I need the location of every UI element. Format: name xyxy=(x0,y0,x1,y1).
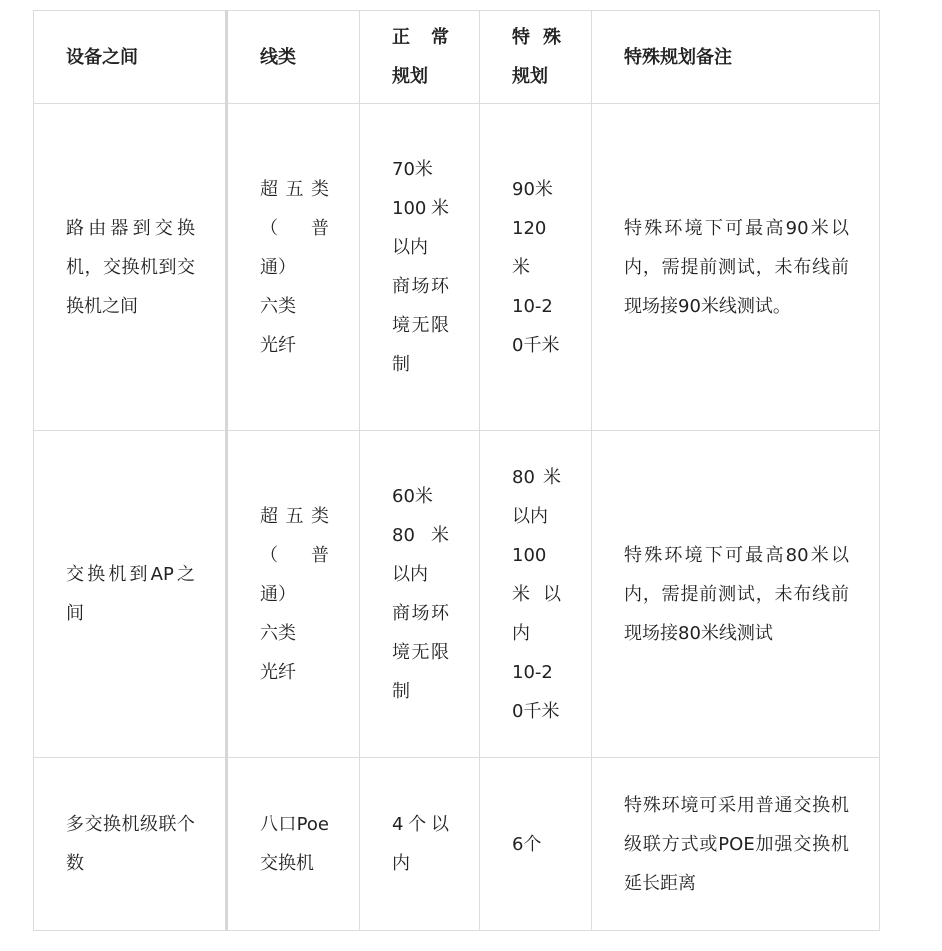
header-cell: 设备之间 xyxy=(34,11,227,104)
table-cell: 70米 100米以内 商场环境无限制 xyxy=(360,104,480,431)
table-cell: 80米以内 100米以内 10-20千米 xyxy=(480,431,592,758)
table-row xyxy=(34,104,880,431)
wiring-spec-table xyxy=(33,10,880,931)
table-cell: 多交换机级联个数 xyxy=(34,758,227,931)
table-cell: 4个以内 xyxy=(360,758,480,931)
header-cell: 特 殊规划 xyxy=(480,11,592,104)
table-cell: 路由器到交换机，交换机到交换机之间 xyxy=(34,104,227,431)
table-cell: 特殊环境下可最高80米以内，需提前测试，未布线前现场接80米线测试 xyxy=(592,431,880,758)
header-cell: 正 常规划 xyxy=(360,11,480,104)
table-cell: 6个 xyxy=(480,758,592,931)
table-row xyxy=(34,758,880,931)
table-cell: 60米 80米以内 商场环境无限制 xyxy=(360,431,480,758)
table-header-row xyxy=(34,11,880,104)
table-cell: 特殊环境可采用普通交换机级联方式或POE加强交换机延长距离 xyxy=(592,758,880,931)
table-cell: 特殊环境下可最高90米以内，需提前测试，未布线前现场接90米线测试。 xyxy=(592,104,880,431)
header-cell: 特殊规划备注 xyxy=(592,11,880,104)
table-cell: 超五类（ 普通） 六类 光纤 xyxy=(227,104,360,431)
table-cell: 八口Poe交换机 xyxy=(227,758,360,931)
table-cell: 90米 120米 10-20千米 xyxy=(480,104,592,431)
table-cell: 交换机到AP之间 xyxy=(34,431,227,758)
table-row xyxy=(34,431,880,758)
header-cell: 线类 xyxy=(227,11,360,104)
table-cell: 超五类（ 普通） 六类 光纤 xyxy=(227,431,360,758)
